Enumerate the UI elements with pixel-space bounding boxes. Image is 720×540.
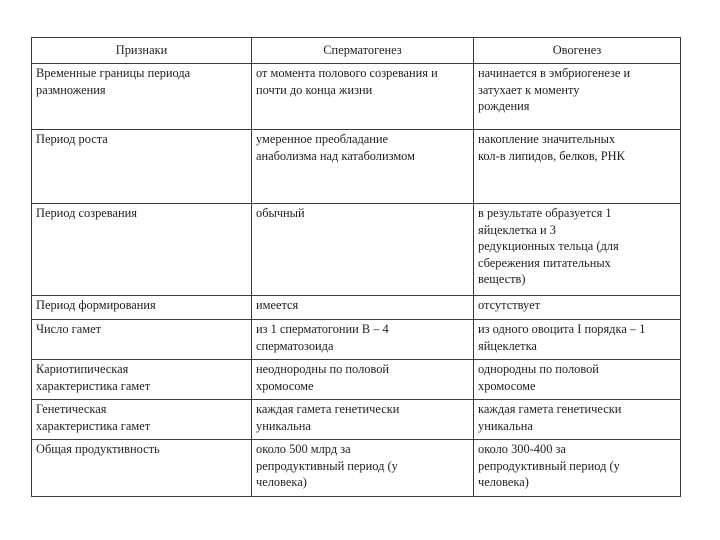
comparison-table <box>31 37 681 497</box>
oogenesis-cell: отсутствует <box>474 296 681 320</box>
table-row <box>32 64 681 130</box>
feature-cell: Период роста <box>32 130 252 204</box>
spermatogenesis-cell: каждая гамета генетически уникальна <box>252 400 474 440</box>
feature-cell: Общая продуктивность <box>32 440 252 497</box>
table-row <box>32 204 681 296</box>
spermatogenesis-cell: неоднородны по половой хромосоме <box>252 360 474 400</box>
table-row <box>32 440 681 497</box>
spermatogenesis-cell: имеется <box>252 296 474 320</box>
oogenesis-cell: начинается в эмбриогенезе и затухает к моменту рождения <box>474 64 681 130</box>
feature-cell: Временные границы периода размножения <box>32 64 252 130</box>
oogenesis-cell: из одного овоцита I порядка – 1 яйцеклетка <box>474 320 681 360</box>
spermatogenesis-cell: около 500 млрд за репродуктивный период (у человека) <box>252 440 474 497</box>
oogenesis-cell: около 300-400 за репродуктивный период (у человека) <box>474 440 681 497</box>
header-oogenesis: Овогенез <box>474 38 681 64</box>
header-row <box>32 38 681 64</box>
header-feature: Признаки <box>32 38 252 64</box>
spermatogenesis-cell: из 1 сперматогонии В – 4 сперматозоида <box>252 320 474 360</box>
feature-cell: Период формирования <box>32 296 252 320</box>
feature-cell: Кариотипическая характеристика гамет <box>32 360 252 400</box>
table-row <box>32 360 681 400</box>
oogenesis-cell: в результате образуется 1 яйцеклетка и 3 редукционных тельца (для сбережения питательных веществ) <box>474 204 681 296</box>
feature-cell: Период созревания <box>32 204 252 296</box>
table-row <box>32 296 681 320</box>
spermatogenesis-cell: обычный <box>252 204 474 296</box>
table-row <box>32 320 681 360</box>
oogenesis-cell: однородны по половой хромосоме <box>474 360 681 400</box>
spermatogenesis-cell: умеренное преобладание анаболизма над катаболизмом <box>252 130 474 204</box>
oogenesis-cell: накопление значительных кол-в липидов, белков, РНК <box>474 130 681 204</box>
table-row <box>32 400 681 440</box>
header-spermatogenesis: Сперматогенез <box>252 38 474 64</box>
spermatogenesis-cell: от момента полового созревания и почти до конца жизни <box>252 64 474 130</box>
feature-cell: Генетическая характеристика гамет <box>32 400 252 440</box>
table-row <box>32 130 681 204</box>
oogenesis-cell: каждая гамета генетически уникальна <box>474 400 681 440</box>
feature-cell: Число гамет <box>32 320 252 360</box>
